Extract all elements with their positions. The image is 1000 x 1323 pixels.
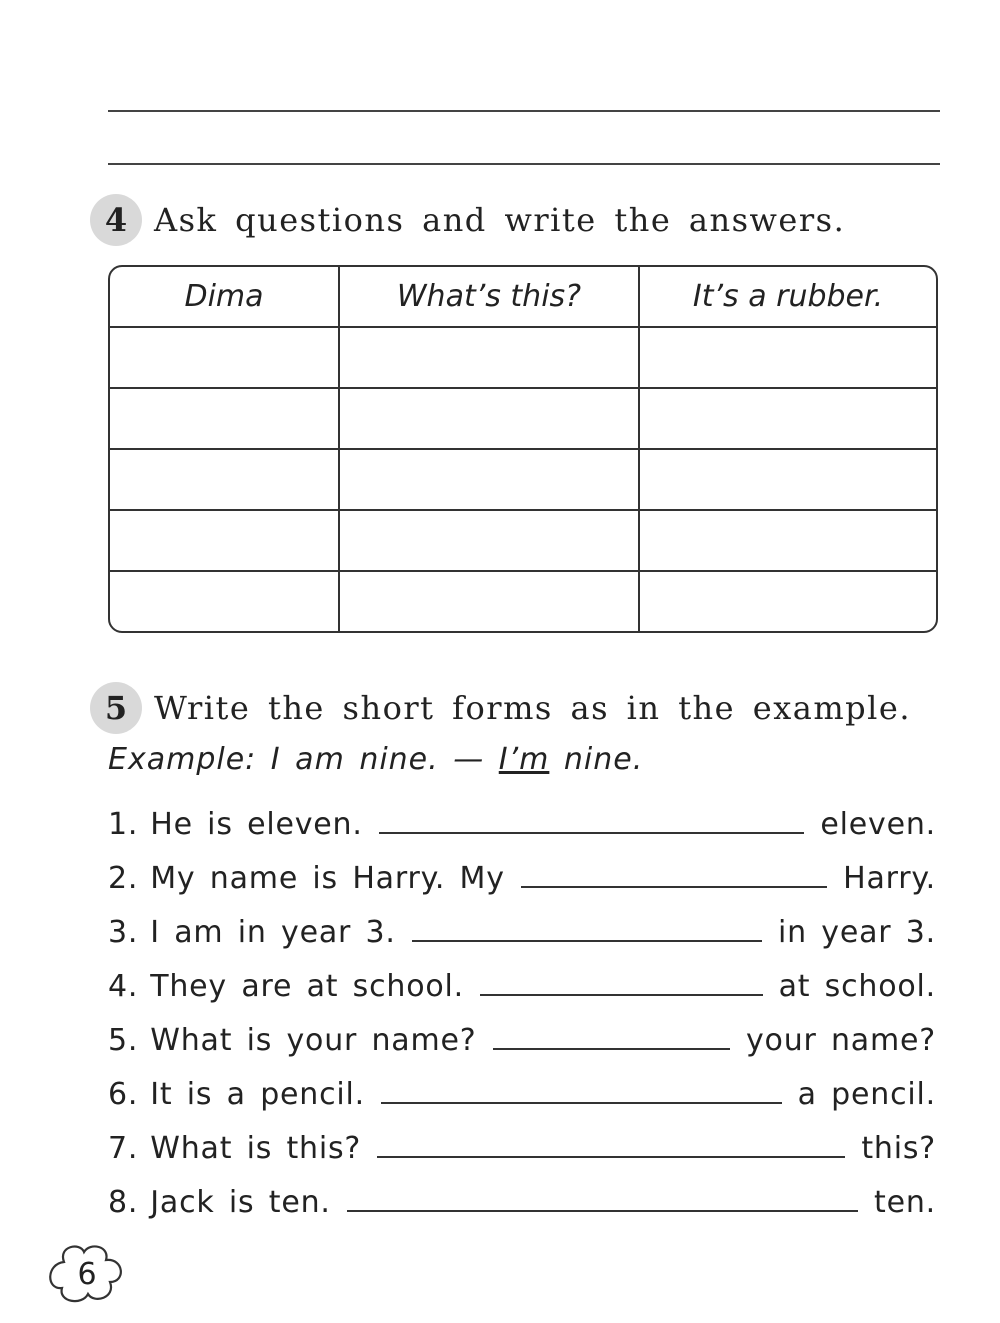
- page-number-badge: [44, 1240, 130, 1306]
- table-row: [110, 572, 936, 631]
- task-title: Ask questions and write the answers.: [154, 201, 846, 239]
- answer-cell[interactable]: [640, 328, 936, 389]
- example-lead: Example: I am nine. —: [108, 742, 499, 777]
- exercise-item: [108, 1018, 936, 1058]
- task-number-badge: 5: [90, 682, 142, 734]
- answer-cell[interactable]: [110, 511, 340, 572]
- item-ending: a pencil.: [797, 1077, 936, 1112]
- item-prompt: What is this?: [150, 1131, 362, 1166]
- task-5-heading: [90, 680, 911, 736]
- item-ending: eleven.: [820, 807, 936, 842]
- writing-line[interactable]: [108, 110, 940, 112]
- answer-cell[interactable]: [640, 511, 936, 572]
- example-sentence: [108, 742, 643, 777]
- answer-line[interactable]: [377, 1156, 845, 1158]
- item-number: 3.: [108, 915, 139, 950]
- table-row: [110, 511, 936, 572]
- exercise-item: [108, 1072, 936, 1112]
- answer-line[interactable]: [347, 1210, 858, 1212]
- answer-cell[interactable]: [340, 328, 640, 389]
- answer-cell[interactable]: [340, 389, 640, 450]
- item-prompt: They are at school.: [150, 969, 464, 1004]
- item-number: 6.: [108, 1077, 139, 1112]
- answer-cell[interactable]: [340, 511, 640, 572]
- exercise-item: [108, 910, 936, 950]
- item-number: 7.: [108, 1131, 139, 1166]
- table-header-row: [110, 267, 936, 328]
- answer-line[interactable]: [379, 832, 805, 834]
- answer-line[interactable]: [381, 1102, 782, 1104]
- answer-cell[interactable]: [110, 389, 340, 450]
- answer-cell[interactable]: [640, 572, 936, 631]
- task-number-badge: 4: [90, 194, 142, 246]
- exercise-item: [108, 1126, 936, 1166]
- item-ending: your name?: [746, 1023, 936, 1058]
- item-prompt: I am in year 3.: [150, 915, 396, 950]
- exercise-item: [108, 856, 936, 896]
- answer-line[interactable]: [493, 1048, 731, 1050]
- answer-cell[interactable]: [640, 389, 936, 450]
- exercise-item: [108, 802, 936, 842]
- item-number: 5.: [108, 1023, 139, 1058]
- item-ending: at school.: [778, 969, 936, 1004]
- task-title: Write the short forms as in the example.: [154, 689, 911, 727]
- item-number: 8.: [108, 1185, 139, 1220]
- table-row: [110, 389, 936, 450]
- answer-cell[interactable]: [340, 572, 640, 631]
- answer-line[interactable]: [480, 994, 763, 996]
- table-cell: What’s this?: [340, 267, 640, 328]
- answer-cell[interactable]: [640, 450, 936, 511]
- item-prompt: It is a pencil.: [150, 1077, 366, 1112]
- exercise-item: [108, 964, 936, 1004]
- exercise-item: [108, 1180, 936, 1220]
- answer-cell[interactable]: [110, 450, 340, 511]
- item-ending: Harry.: [843, 861, 936, 896]
- answer-line[interactable]: [412, 940, 762, 942]
- table-row: [110, 450, 936, 511]
- item-prompt: What is your name?: [150, 1023, 477, 1058]
- answer-cell[interactable]: [110, 572, 340, 631]
- table-row: [110, 328, 936, 389]
- task-4-heading: [90, 192, 845, 248]
- page-number: 6: [77, 1257, 97, 1292]
- item-ending: this?: [861, 1131, 936, 1166]
- dialogue-table: [108, 265, 938, 633]
- answer-line[interactable]: [521, 886, 827, 888]
- table-cell: It’s a rubber.: [640, 267, 936, 328]
- example-answer: I’m: [498, 742, 550, 777]
- item-prompt: My name is Harry. My: [150, 861, 505, 896]
- item-number: 1.: [108, 807, 139, 842]
- answer-cell[interactable]: [110, 328, 340, 389]
- item-ending: in year 3.: [778, 915, 936, 950]
- item-number: 4.: [108, 969, 139, 1004]
- table-cell: Dima: [110, 267, 340, 328]
- item-prompt: Jack is ten.: [150, 1185, 331, 1220]
- item-ending: ten.: [874, 1185, 936, 1220]
- answer-cell[interactable]: [340, 450, 640, 511]
- example-tail: nine.: [549, 742, 644, 777]
- writing-line[interactable]: [108, 163, 940, 165]
- item-number: 2.: [108, 861, 139, 896]
- item-prompt: He is eleven.: [150, 807, 363, 842]
